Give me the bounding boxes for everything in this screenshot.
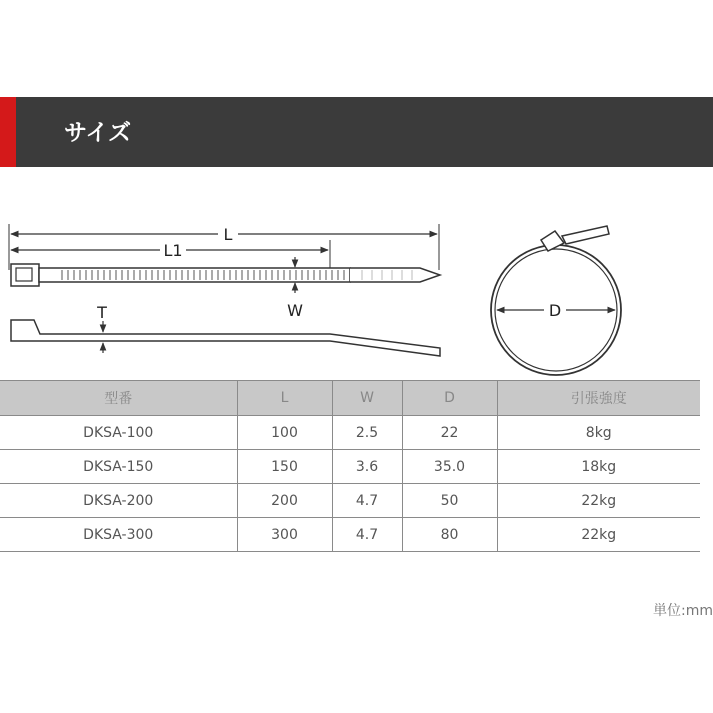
cell-diameter: 22 xyxy=(402,416,497,450)
thickness-dimension xyxy=(96,303,107,353)
table-row xyxy=(0,416,700,450)
cell-length: 150 xyxy=(237,450,332,484)
unit-note: 単位:mm xyxy=(653,603,713,619)
table-header-row xyxy=(0,381,700,416)
spec-table xyxy=(0,380,700,552)
cell-model: DKSA-100 xyxy=(0,416,237,450)
table-row xyxy=(0,484,700,518)
cell-width: 3.6 xyxy=(332,450,402,484)
section-title: サイズ xyxy=(64,120,132,146)
width-dimension xyxy=(287,257,303,320)
cell-model: DKSA-200 xyxy=(0,484,237,518)
cell-tensile-strength: 8kg xyxy=(497,416,700,450)
table-row xyxy=(0,518,700,552)
cell-length: 100 xyxy=(237,416,332,450)
cell-model: DKSA-300 xyxy=(0,518,237,552)
cell-tensile-strength: 18kg xyxy=(497,450,700,484)
cell-length: 200 xyxy=(237,484,332,518)
cell-diameter: 50 xyxy=(402,484,497,518)
cell-width: 2.5 xyxy=(332,416,402,450)
diameter-label: D xyxy=(548,301,562,320)
section-header xyxy=(0,97,713,167)
column-header-width: W xyxy=(332,381,402,416)
cell-width: 4.7 xyxy=(332,518,402,552)
thickness-label: T xyxy=(97,303,107,322)
length-dimension xyxy=(9,224,439,270)
cell-tensile-strength: 22kg xyxy=(497,518,700,552)
column-header-model: 型番 xyxy=(0,381,237,416)
cell-diameter: 35.0 xyxy=(402,450,497,484)
table-row xyxy=(0,450,700,484)
column-header-length: L xyxy=(237,381,332,416)
cell-diameter: 80 xyxy=(402,518,497,552)
l1-label: L1 xyxy=(163,241,183,260)
header-accent-stripe xyxy=(0,97,16,167)
cell-length: 300 xyxy=(237,518,332,552)
cable-tie-diagram xyxy=(0,210,713,380)
tie-side-view xyxy=(11,320,440,356)
tie-loop-view xyxy=(491,226,621,375)
cell-model: DKSA-150 xyxy=(0,450,237,484)
column-header-tensile-strength: 引張強度 xyxy=(497,381,700,416)
cell-tensile-strength: 22kg xyxy=(497,484,700,518)
l1-dimension xyxy=(11,240,330,270)
column-header-diameter: D xyxy=(402,381,497,416)
tie-top-view xyxy=(11,264,440,286)
length-label: L xyxy=(223,225,233,244)
width-label: W xyxy=(287,301,303,320)
cell-width: 4.7 xyxy=(332,484,402,518)
